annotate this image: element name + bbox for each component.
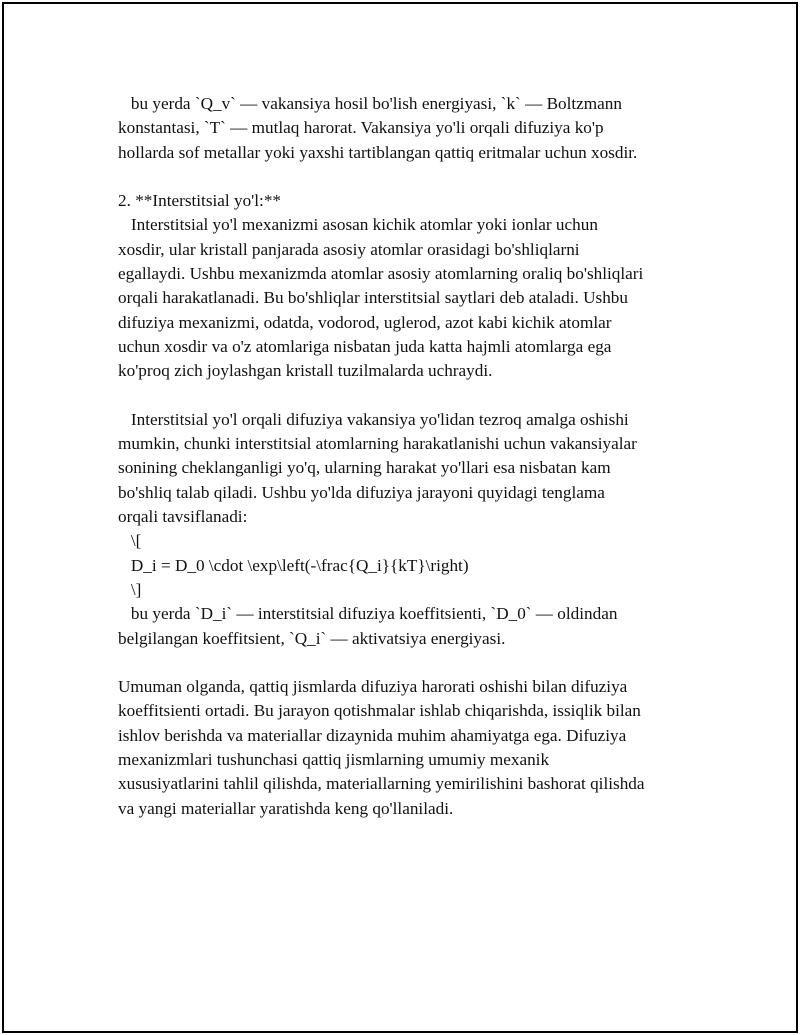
text-line: xosdir, ular kristall panjarada asosiy atomlar orasidagi bo'shliqlarni — [118, 239, 580, 259]
text-line: belgilangan koeffitsient, `Q_i` — aktivatsiya energiyasi. — [118, 628, 506, 648]
text-line: koeffitsienti ortadi. Bu jarayon qotishmalar ishlab chiqarishda, issiqlik bilan — [118, 701, 641, 721]
paragraph-gap — [118, 384, 708, 408]
text-line: hollarda sof metallar yoki yaxshi tartiblangan qattiq eritmalar uchun xosdir. — [118, 142, 638, 162]
text-line: Interstitsial yo'l orqali difuziya vakansiya yo'lidan tezroq amalga oshishi — [118, 409, 629, 429]
paragraph-vacancy-continuation — [118, 92, 708, 165]
equation-open: \[ — [118, 531, 142, 551]
text-line: bo'shliq talab qiladi. Ushbu yo'lda difuziya jarayoni quyidagi tenglama — [118, 482, 605, 502]
equation-body: D_i = D_0 \cdot \exp\left(-\frac{Q_i}{kT}\right) — [118, 555, 469, 575]
text-line: xususiyatlarini tahlil qilishda, materiallarning yemirilishini bashorat qilishda — [118, 774, 645, 794]
document-body — [118, 92, 708, 821]
text-line: Umuman olganda, qattiq jismlarda difuziya harorati oshishi bilan difuziya — [118, 677, 628, 697]
paragraph-gap — [118, 651, 708, 675]
paragraph-interstitial-equation — [118, 408, 708, 651]
text-line: bu yerda `D_i` — interstitsial difuziya koeffitsienti, `D_0` — oldindan — [118, 604, 618, 624]
text-line: egallaydi. Ushbu mexanizmda atomlar asosiy atomlarning oraliq bo'shliqlari — [118, 264, 644, 284]
text-line: va yangi materiallar yaratishda keng qo'llaniladi. — [118, 798, 454, 818]
text-line: ko'proq zich joylashgan kristall tuzilmalarda uchraydi. — [118, 361, 493, 381]
paragraph-conclusion — [118, 675, 708, 821]
text-line: Interstitsial yo'l mexanizmi asosan kichik atomlar yoki ionlar uchun — [118, 215, 598, 235]
paragraph-interstitial-heading — [118, 189, 708, 383]
text-line: mumkin, chunki interstitsial atomlarning harakatlanishi uchun vakansiyalar — [118, 434, 637, 454]
text-line: difuziya mexanizmi, odatda, vodorod, uglerod, azot kabi kichik atomlar — [118, 312, 612, 332]
text-line: sonining cheklanganligi yo'q, ularning harakat yo'llari esa nisbatan kam — [118, 458, 611, 478]
text-line: uchun xosdir va o'z atomlariga nisbatan juda katta hajmli atomlarga ega — [118, 336, 612, 356]
section-heading: 2. **Interstitsial yo'l:** — [118, 191, 282, 211]
equation-close: \] — [118, 579, 142, 599]
text-line: bu yerda `Q_v` — vakansiya hosil bo'lish energiyasi, `k` — Boltzmann — [118, 94, 622, 113]
text-line: orqali tavsiflanadi: — [118, 507, 248, 527]
text-line: mexanizmlari tushunchasi qattiq jismlarning umumiy mexanik — [118, 750, 550, 770]
text-line: orqali harakatlanadi. Bu bo'shliqlar interstitsial saytlari deb ataladi. Ushbu — [118, 288, 628, 308]
text-line: ishlov berishda va materiallar dizaynida muhim ahamiyatga ega. Difuziya — [118, 725, 627, 745]
text-line: konstantasi, `T` — mutlaq harorat. Vakansiya yo'li orqali difuziya ko'p — [118, 118, 604, 138]
paragraph-gap — [118, 165, 708, 189]
